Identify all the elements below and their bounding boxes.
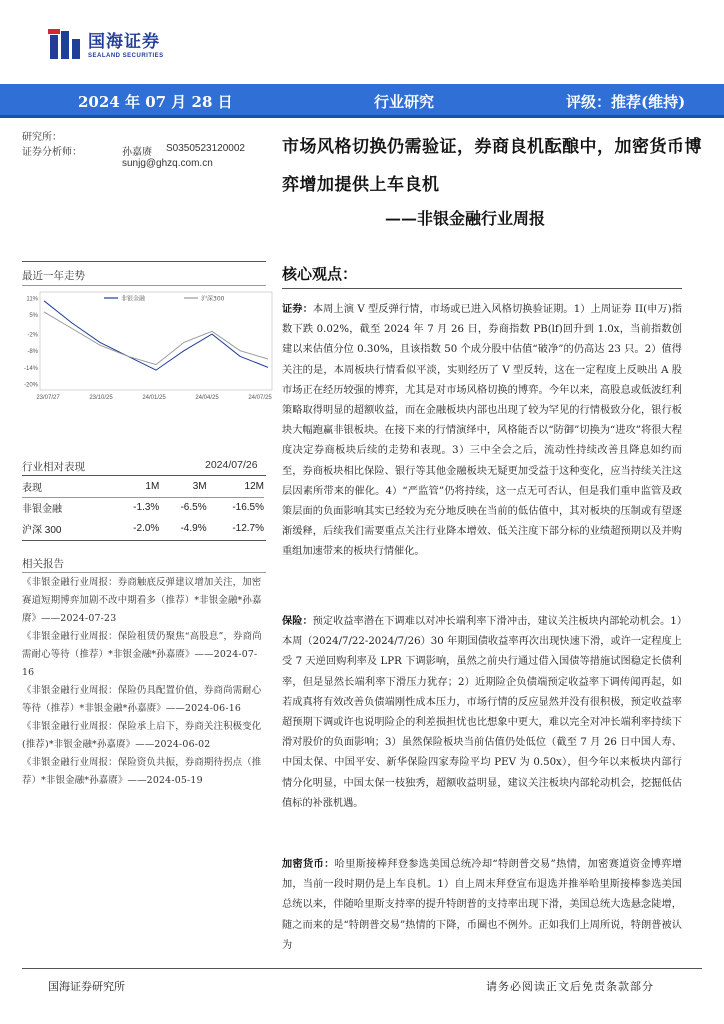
researcher-label: 研究所： (22, 132, 62, 143)
related-report-item[interactable]: 《非银金融行业周报：保险资负共振，券商期待拐点（推荐）*非银金融*孙嘉赓》——2024-05-19 (22, 757, 262, 786)
table-header-cell: 3M (192, 480, 207, 492)
table-header-cell: 12M (244, 480, 264, 492)
table-cell: -16.5% (232, 502, 264, 514)
analyst-email[interactable]: sunjg@ghzq.com.cn (122, 158, 213, 169)
related-report-item[interactable]: 《非银金融行业周报：保险租赁仍聚焦“高股息”，券商尚需耐心等待（推荐）*非银金融*孙嘉赓》——2024-07-16 (22, 631, 262, 678)
table-cell: -1.3% (133, 502, 160, 514)
trend-heading: 最近一年走势 (22, 270, 85, 282)
report-date: 2024 年 07 月 28 日 (78, 93, 233, 111)
table-header-cell: 1M (145, 480, 160, 492)
performance-table (22, 476, 264, 539)
crypto-text: 哈里斯接棒拜登参选美国总统冷却“特朗普交易”热情，加密赛道资金博弈增加，当前一段时期仍是上车良机。1）自上周末拜登宣布退选并推举哈里斯接棒参选美国总统以来，伴随哈里斯支持率的提升特朗普的支持率出现下滑，美国总统大选悬念陡增，随之而来的是“特朗普交易”热情的下降，币圈也不例外。正如我们上周所说，特朗普被认为 (282, 859, 682, 951)
y-tick-label: -2% (27, 332, 38, 339)
securities-paragraph (282, 299, 682, 563)
related-report-item[interactable]: 《非银金融行业周报：保险承上启下，券商关注积极变化(推荐)*非银金融*孙嘉赓》——2024-06-02 (22, 721, 262, 750)
legend-label: 沪深300 (201, 295, 225, 303)
report-title: 市场风格切换仍需验证，券商良机酝酿中，加密货币博弈增加提供上车良机 (282, 137, 702, 195)
insurance-label: 保险： (282, 615, 313, 627)
divider (282, 288, 682, 289)
x-tick-label: 23/10/25 (89, 395, 113, 401)
x-tick-label: 24/04/25 (195, 395, 219, 401)
table-row (22, 497, 264, 518)
related-report-item[interactable]: 《非银金融行业周报：保险仍具配置价值，券商尚需耐心等待（推荐）*非银金融*孙嘉赓》——2024-06-16 (22, 685, 262, 714)
divider (22, 285, 266, 286)
analyst-name: 孙嘉赓 (122, 147, 152, 158)
logo-name-cn: 国海证券 (88, 32, 160, 52)
y-tick-label: 11% (26, 296, 38, 303)
crypto-paragraph (282, 854, 682, 956)
insurance-text: 预定收益率潜在下调难以对冲长端利率下滑冲击，建议关注板块内部轮动机会。1）本周（2024/7/22-2024/7/26）30 年期国债收益率再次出现快速下滑，或许一定程度上受 7 天逆回购利率及 LPR 下调影响，虽然之前央行通过借入国债等措施试图稳定长债利率，但是显然长端利率下滑压力犹存；2）近期险企负债端预定收益率下调传闻再起，如若成真将有效改善负债端刚性成本压力，市场行情的反应显然并没有很积极，预定收益率超预期下调或许也说明险企的利差损担忧也比想象中更大，难以完全对冲长端利率持续下滑对股价的负面影响；3）虽然保险板块当前估值仍处低位（截至 7 月 26 日中国人寿、中国太保、中国平安、新华保险四家寿险平均 PEV 为 0.50x），但今年以来板块内部行情分化明显，中国太保一枝独秀，超额收益明显，建议关注板块内部轮动机会，挖掘低估值标的补涨机遇。 (282, 616, 682, 809)
logo-mark-icon (48, 29, 82, 63)
trend-chart-svg (22, 290, 278, 402)
footer-divider (22, 968, 702, 969)
table-row (22, 518, 264, 539)
table-cell: -12.7% (232, 523, 264, 534)
x-tick-label: 24/07/25 (248, 395, 272, 401)
x-tick-label: 24/01/25 (142, 395, 166, 401)
divider (22, 540, 266, 541)
logo-name-en: SEALAND SECURITIES (88, 53, 164, 59)
y-tick-label: -8% (27, 349, 38, 356)
table-cell: -6.5% (180, 502, 207, 514)
y-tick-label: -20% (23, 382, 38, 389)
header-banner (0, 84, 724, 118)
y-tick-label: -14% (23, 365, 38, 372)
footer-disclaimer: 请务必阅读正文后免责条款部分 (486, 980, 654, 993)
series-line-0 (44, 301, 268, 370)
y-tick-label: 5% (29, 313, 38, 320)
analyst-label: 证券分析师： (22, 147, 82, 158)
performance-heading: 行业相对表现 (22, 461, 85, 473)
trend-chart (22, 290, 278, 402)
related-heading: 相关报告 (22, 558, 64, 570)
table-cell: -2.0% (133, 523, 160, 534)
securities-text: 本周上演 V 型反弹行情，市场或已进入风格切换验证期。1）上周证券 II(申万)指数下跌 0.02%，截至 2024 年 7 月 26 日，券商指数 PB(lf)回升到 1.0x，当前指数创建以来估值分位 0.30%，且该指数 50 个成分股中估值“破净”的仍高达 23 只。2）值得关注的是，本周板块行情看似平淡，实则经历了 V 型反转，这在一定程度上反映出 A 股市场正在经历较强的博弈，尤其是对市场风格切换的博弈。今年以来，高股息或低波红利策略取得明显的超额收益，而在金融板块内部也出现了较为罕见的行情极致分化，银行板块大幅跑赢非银板块。在接下来的行情演绎中，风格能否以“防御”切换为“进攻”将很大程度决定券商板块后续的走势和表现。3）三中全会之后，流动性持续改善且降息如约而至，券商板块相比保险、银行等其他金融板块无疑更加受益于这种变化，应当持续关注这层因素所带来的催化。4）“严监管”仍将持续，这一点无可否认，但是我们重申监管及政策层面的负面影响其实已经较为充分地反映在当前的低估值中，其对板块的压制或有望逐渐缓释，后续我们需要重点关注行业降本增效、低关注度下部分标的业绩超预期以及并购重组加速带来的板块行情催化。 (282, 304, 682, 558)
table-cell: 非银金融 (22, 504, 62, 516)
table-cell: -4.9% (180, 523, 207, 534)
table-header-cell: 表现 (22, 482, 42, 494)
related-report-item[interactable]: 《非银金融行业周报：券商触底反弹建议增加关注，加密赛道短期博弈加剧不改中期看多（推荐）*非银金融*孙嘉赓》——2024-07-23 (22, 577, 262, 624)
report-subtitle: ——非银金融行业周报 (385, 209, 546, 228)
legend-label: 非银金融 (121, 295, 146, 303)
report-category: 行业研究 (374, 93, 435, 111)
x-tick-label: 23/07/27 (36, 395, 60, 401)
footer-left: 国海证券研究所 (48, 980, 125, 993)
analyst-license: S0350523120002 (166, 143, 245, 154)
divider (22, 261, 266, 262)
table-cell: 沪深 300 (22, 525, 62, 536)
securities-label: 证券： (282, 303, 313, 315)
insurance-paragraph (282, 611, 682, 814)
company-logo (48, 26, 164, 66)
report-rating: 评级：推荐(维持) (566, 93, 686, 111)
related-reports-list (22, 574, 266, 790)
divider (22, 572, 266, 573)
series-line-1 (44, 312, 268, 365)
table-header-row (22, 476, 264, 497)
core-heading: 核心观点： (282, 265, 358, 283)
crypto-label: 加密货币： (282, 858, 335, 870)
performance-date: 2024/07/26 (205, 459, 258, 471)
